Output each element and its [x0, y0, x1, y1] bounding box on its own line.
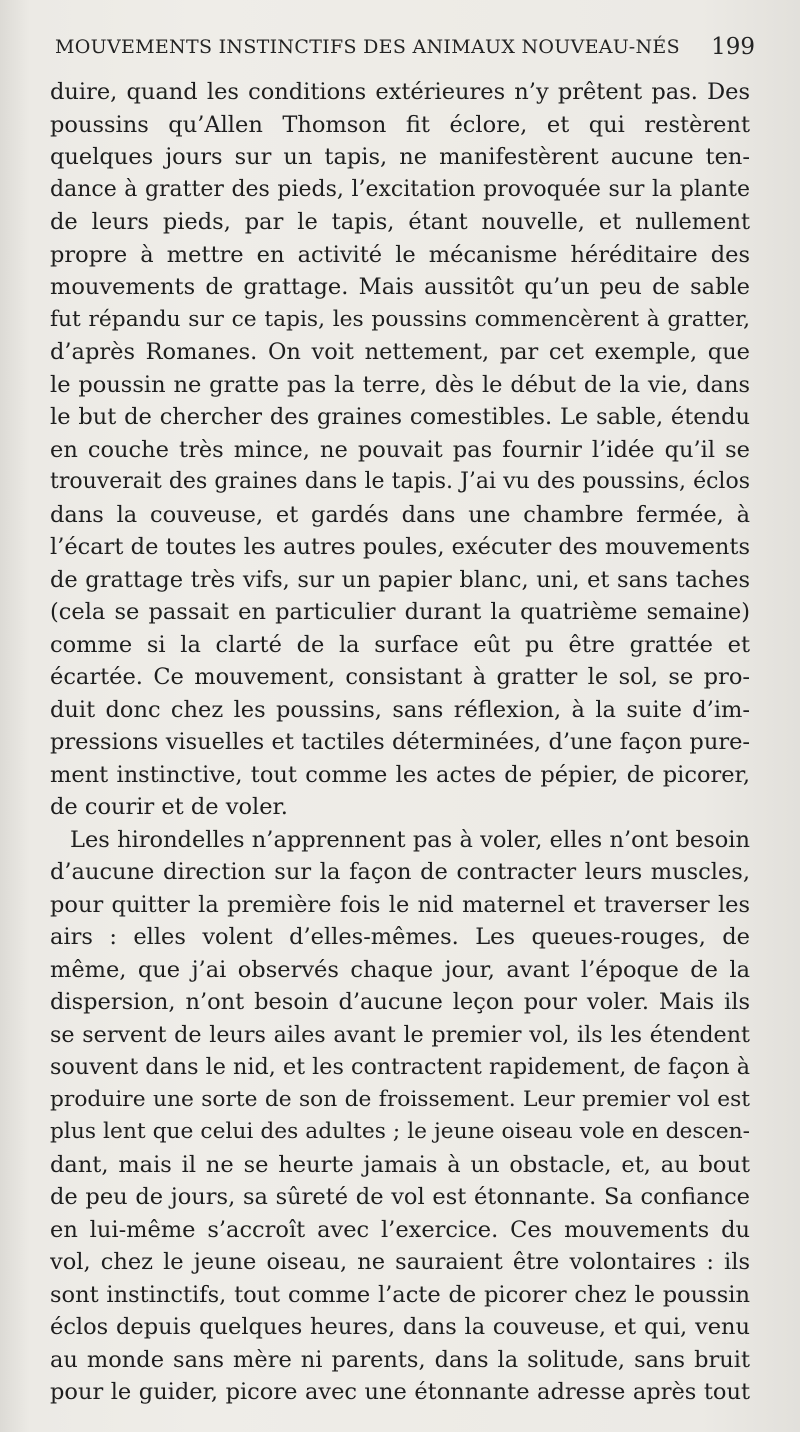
- text-line: duire, quand les conditions extérieures n’y prêtent pas. Des: [50, 79, 750, 105]
- text-line: plus lent que celui des adultes ; le jeune oiseau vole en descen-: [50, 1119, 750, 1144]
- text-line: écartée. Ce mouvement, consistant à gratter le sol, se pro-: [50, 664, 750, 690]
- text-line: éclos depuis quelques heures, dans la couveuse, et qui, venu: [50, 1314, 750, 1340]
- text-line: pour le guider, picore avec une étonnante adresse après tout: [50, 1379, 750, 1405]
- text-line: pour quitter la première fois le nid maternel et traverser les: [50, 891, 750, 918]
- text-line: de grattage très vifs, sur un papier blanc, uni, et sans taches: [50, 566, 750, 593]
- text-line: le poussin ne gratte pas la terre, dès le début de la vie, dans: [50, 371, 750, 398]
- text-line: même, que j’ai observés chaque jour, avant l’époque de la: [50, 956, 750, 983]
- text-line: l’écart de toutes les autres poules, exécuter des mouvements: [50, 534, 750, 560]
- text-line: quelques jours sur un tapis, ne manifestèrent aucune ten-: [50, 144, 750, 170]
- text-line: d’aucune direction sur la façon de contracter leurs muscles,: [50, 859, 750, 885]
- paragraph-start-line: Les hirondelles n’apprennent pas à voler, elles n’ont besoin: [70, 826, 750, 853]
- text-line: de peu de jours, sa sûreté de vol est étonnante. Sa confiance: [50, 1184, 750, 1210]
- text-line: ment instinctive, tout comme les actes de pépier, de picorer,: [50, 761, 750, 788]
- text-line: produire une sorte de son de froissement. Leur premier vol est: [50, 1086, 750, 1112]
- text-line: dance à gratter des pieds, l’excitation provoquée sur la plante: [50, 176, 750, 202]
- text-line: en couche très mince, ne pouvait pas fournir l’idée qu’il se: [50, 436, 750, 463]
- running-title: MOUVEMENTS INSTINCTIFS DES ANIMAUX NOUVEAU-NÉS: [55, 36, 680, 58]
- text-line: en lui-même s’accroît avec l’exercice. Ces mouvements du: [50, 1216, 750, 1243]
- text-line: se servent de leurs ailes avant le premier vol, ils les étendent: [50, 1021, 750, 1048]
- text-line: fut répandu sur ce tapis, les poussins commencèrent à gratter,: [50, 306, 750, 332]
- running-head: [55, 32, 755, 66]
- text-line: d’après Romanes. On voit nettement, par cet exemple, que: [50, 339, 750, 365]
- text-line: poussins qu’Allen Thomson fit éclore, et qui restèrent: [50, 111, 750, 138]
- text-line: (cela se passait en particulier durant la quatrième semaine): [50, 599, 750, 625]
- text-line: comme si la clarté de la surface eût pu être grattée et: [50, 631, 750, 658]
- text-line: dispersion, n’ont besoin d’aucune leçon pour voler. Mais ils: [50, 989, 750, 1015]
- text-line: duit donc chez les poussins, sans réflexion, à la suite d’im-: [50, 696, 750, 723]
- text-line: au monde sans mère ni parents, dans la solitude, sans bruit: [50, 1346, 750, 1373]
- text-line: dans la couveuse, et gardés dans une chambre fermée, à: [50, 501, 750, 528]
- text-line: dant, mais il ne se heurte jamais à un obstacle, et, au bout: [50, 1151, 750, 1178]
- text-line: vol, chez le jeune oiseau, ne sauraient être volontaires : ils: [50, 1249, 750, 1275]
- text-line: le but de chercher des graines comestibles. Le sable, étendu: [50, 404, 750, 430]
- text-line: mouvements de grattage. Mais aussitôt qu’un peu de sable: [50, 274, 750, 300]
- text-line: souvent dans le nid, et les contractent rapidement, de façon à: [50, 1054, 750, 1080]
- paragraph-end-line: de courir et de voler.: [50, 794, 288, 820]
- text-line: airs : elles volent d’elles-mêmes. Les queues-rouges, de: [50, 924, 750, 950]
- text-line: trouverait des graines dans le tapis. J’ai vu des poussins, éclos: [50, 469, 750, 494]
- body-text: [50, 76, 750, 1409]
- text-line: de leurs pieds, par le tapis, étant nouvelle, et nullement: [50, 209, 750, 235]
- text-line: propre à mettre en activité le mécanisme héréditaire des: [50, 241, 750, 268]
- page-number: 199: [711, 34, 755, 60]
- text-line: sont instinctifs, tout comme l’acte de picorer chez le poussin: [50, 1281, 750, 1308]
- text-line: pressions visuelles et tactiles déterminées, d’une façon pure-: [50, 729, 750, 755]
